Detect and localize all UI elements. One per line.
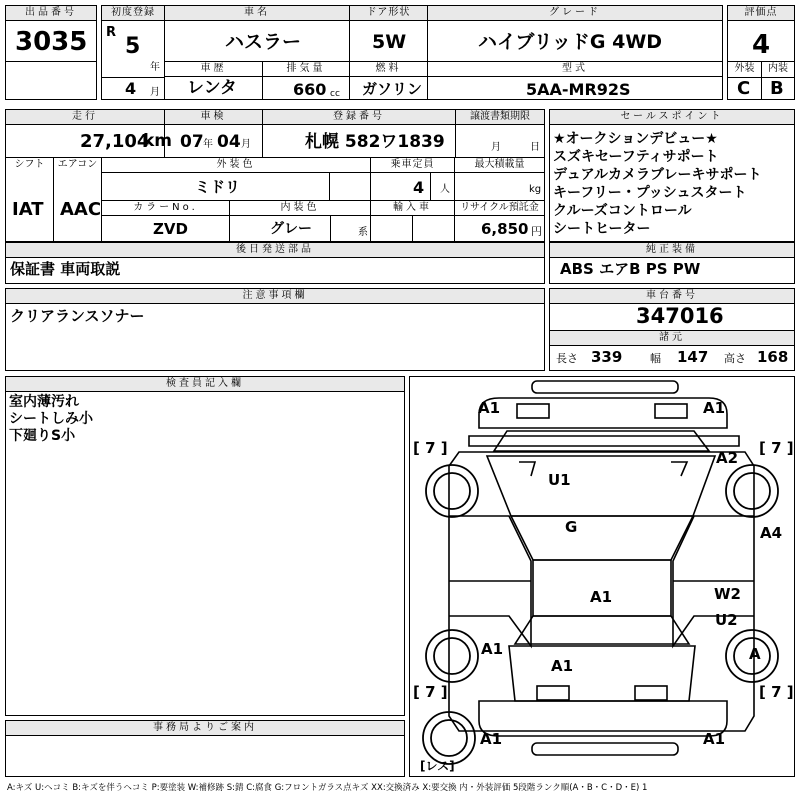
transfer-label: 譲渡書類期限 bbox=[456, 110, 544, 125]
height: 168 bbox=[757, 348, 789, 366]
month-unit: 月 bbox=[150, 87, 160, 98]
recycle-label: リサイクル預託金 bbox=[460, 202, 539, 213]
mark-tire-rl: [ 7 ] bbox=[413, 683, 448, 701]
grade: ハイブリッドG 4WD bbox=[478, 31, 663, 53]
model: 5AA-MR92S bbox=[526, 80, 631, 99]
mark-right-rear-door: W2 bbox=[714, 585, 741, 603]
mark-tire-fl: [ 7 ] bbox=[413, 439, 448, 457]
mileage-unit: km bbox=[143, 131, 173, 151]
lot-number: 3035 bbox=[15, 27, 88, 57]
mark-front-right: A1 bbox=[703, 399, 726, 417]
history-label: 車歴 bbox=[165, 62, 262, 77]
transfer-month-unit: 月 bbox=[491, 142, 501, 153]
exterior-color: ミドリ bbox=[195, 178, 241, 196]
chassis-label: 車台番号 bbox=[550, 289, 794, 304]
first-registration-label: 初度登録 bbox=[102, 6, 164, 21]
fuel: ガソリン bbox=[362, 80, 423, 98]
score-label: 評価点 bbox=[728, 6, 794, 21]
capacity: 4 bbox=[413, 178, 425, 197]
sales-points-label: セールスポイント bbox=[550, 110, 794, 125]
sales-point-item: ★オークションデビュー★ bbox=[553, 131, 718, 147]
mark-tire-fr: [ 7 ] bbox=[759, 439, 794, 457]
equipment-label: 純正装備 bbox=[550, 243, 794, 258]
year-unit: 年 bbox=[150, 62, 160, 73]
later-parts: 保証書 車両取説 bbox=[10, 260, 121, 278]
mark-right-rear-door-2: U2 bbox=[715, 611, 738, 629]
notes: クリアランスソナー bbox=[10, 307, 145, 325]
model-label: 型式 bbox=[428, 62, 722, 77]
mark-front-left: A1 bbox=[478, 399, 501, 417]
registration-number: 札幌 582ワ1839 bbox=[305, 132, 445, 152]
mark-tire-rr: [ 7 ] bbox=[759, 683, 794, 701]
registration-year: 5 bbox=[125, 34, 141, 59]
mark-rear-right: A1 bbox=[703, 730, 726, 748]
later-parts-label: 後日発送部品 bbox=[6, 243, 544, 258]
length: 339 bbox=[591, 348, 623, 366]
history: レンタ bbox=[187, 78, 237, 98]
ac-label: エアコン bbox=[57, 159, 98, 170]
recycle-fee: 6,850 bbox=[481, 220, 529, 238]
inspector-line: シートしみ小 bbox=[9, 411, 93, 427]
car-diagram bbox=[409, 376, 795, 777]
max-load-label: 最大積載量 bbox=[474, 159, 525, 170]
displacement: 660 bbox=[293, 80, 327, 99]
reg-no-label: 登録番号 bbox=[263, 110, 455, 125]
sales-point-item: クルーズコントロール bbox=[553, 203, 692, 219]
inspection-month: 04 bbox=[217, 132, 241, 152]
sales-point-item: キーフリー・プッシュスタート bbox=[553, 185, 747, 201]
fuel-label: 燃料 bbox=[350, 62, 427, 77]
inspector-line: 室内薄汚れ bbox=[9, 394, 79, 410]
car-name: ハスラー bbox=[225, 31, 302, 53]
exterior-grade: C bbox=[737, 78, 751, 99]
mark-spare: [レス] bbox=[420, 759, 455, 773]
capacity-unit: 人 bbox=[440, 184, 450, 195]
mark-left-rear-fender: A1 bbox=[481, 640, 504, 658]
recycle-unit: 円 bbox=[531, 225, 542, 238]
specs-label: 諸元 bbox=[550, 331, 794, 346]
era: R bbox=[106, 25, 117, 40]
mark-right-rear-fender: A bbox=[749, 645, 761, 663]
inspector-line: 下廻りS小 bbox=[9, 428, 76, 444]
door-label: ドア形状 bbox=[350, 6, 427, 21]
mark-rear-hatch: A1 bbox=[551, 657, 574, 675]
height-label: 高さ bbox=[724, 352, 746, 365]
registration-month: 4 bbox=[125, 79, 137, 98]
shift: IAT bbox=[12, 199, 44, 220]
mark-rear-left: A1 bbox=[480, 730, 503, 748]
inspection-year-unit: 年 bbox=[203, 139, 213, 150]
lot-number-label: 出品番号 bbox=[6, 6, 96, 21]
mileage-label: 走行 bbox=[6, 110, 164, 125]
inspection-year: 07 bbox=[180, 132, 204, 152]
grade-label: グレード bbox=[428, 6, 722, 21]
door-type: 5W bbox=[372, 31, 407, 53]
inspection-label: 車検 bbox=[165, 110, 262, 125]
width-label: 幅 bbox=[650, 352, 661, 365]
inspector-label: 検査員記入欄 bbox=[6, 377, 404, 392]
exterior-label: 外装 bbox=[734, 63, 755, 74]
chassis-number: 347016 bbox=[636, 304, 724, 328]
mileage: 27,104 bbox=[80, 131, 150, 152]
interior-grade: B bbox=[770, 78, 784, 99]
transfer-day-unit: 日 bbox=[530, 142, 540, 153]
inspector-notes bbox=[9, 394, 93, 445]
interior-color: グレー bbox=[270, 221, 312, 237]
inspection-month-unit: 月 bbox=[241, 139, 251, 150]
interior-label: 内装 bbox=[768, 63, 788, 74]
interior-color-unit: 系 bbox=[358, 227, 368, 238]
ac: AAC bbox=[60, 199, 102, 220]
car-name-label: 車名 bbox=[165, 6, 349, 21]
mark-windshield: U1 bbox=[548, 471, 571, 489]
width: 147 bbox=[677, 348, 709, 366]
sales-point-item: デュアルカメラブレーキサポート bbox=[553, 167, 762, 183]
office-label: 事務局よりご案内 bbox=[6, 721, 404, 736]
notes-label: 注意事項欄 bbox=[6, 289, 544, 304]
mark-roof: A1 bbox=[590, 588, 613, 606]
length-label: 長さ bbox=[556, 352, 578, 365]
sales-point-item: スズキセーフティサポート bbox=[553, 149, 719, 165]
int-color-label: 内装色 bbox=[280, 202, 320, 213]
ext-color-label: 外装色 bbox=[216, 159, 256, 170]
sales-points-list bbox=[553, 130, 761, 238]
displacement-unit: cc bbox=[330, 89, 340, 99]
mark-right-front-door: A4 bbox=[760, 524, 783, 542]
import-label: 輸入車 bbox=[393, 202, 432, 213]
color-number: ZVD bbox=[153, 220, 188, 238]
mark-right-fender: A2 bbox=[716, 449, 739, 467]
mark-roof-front: G bbox=[565, 518, 578, 536]
score: 4 bbox=[752, 30, 771, 60]
displacement-label: 排気量 bbox=[263, 62, 349, 77]
legend: A:キズ U:ヘコミ B:キズを伴うヘコミ P:要塗装 W:補修跡 S:錆 C:腐食 G:フロントガラス点キズ XX:交換済み X:要交換 内・外装評価 5段階ランク順(A・B・C・D・E) 1 bbox=[7, 783, 648, 793]
capacity-label: 乗車定員 bbox=[390, 159, 435, 170]
sales-point-item: シートヒーター bbox=[553, 221, 651, 237]
shift-label: シフト bbox=[14, 159, 45, 170]
equipment: ABS エアB PS PW bbox=[560, 260, 701, 278]
max-load-unit: kg bbox=[529, 184, 542, 195]
color-no-label: カラーNo. bbox=[133, 202, 198, 213]
